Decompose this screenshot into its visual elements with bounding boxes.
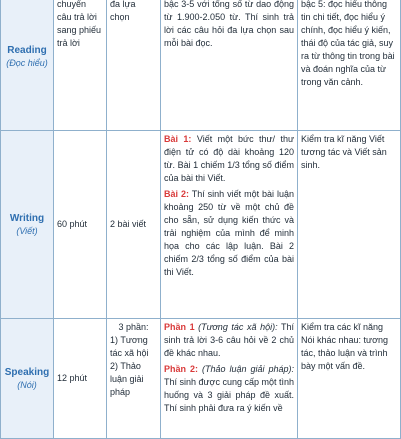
goal-cell: Kiểm tra các kĩ năng Nói khác nhau: tương tác, thảo luận và trình bày một vấn đề. <box>298 319 401 439</box>
part-hint: (Thảo luận giải pháp): <box>198 364 294 374</box>
part-1 <box>164 133 294 185</box>
skill-name: Reading <box>7 44 47 56</box>
count-heading: 3 phần: <box>118 322 149 332</box>
part-text: Thí sinh viết một bài luận khoảng 250 từ về một chủ đề cho sẵn, sử dụng kiến thức và trải nghiệm của mình để minh họa cho các lập luận. Bài 2 chiếm 2/3 tổng số điểm của bài thi Viết. <box>164 189 294 277</box>
count-cell <box>107 319 161 439</box>
skill-cell <box>1 131 54 319</box>
part-1 <box>164 321 294 360</box>
goal-cell: bậc 5: đọc hiểu thông tin chi tiết, đọc hiểu ý chính, đọc hiểu ý kiến, thái độ của tác giả, suy ra từ thông tin trong bài và đoán nghĩa của từ trong văn cảnh. <box>298 0 401 131</box>
count-cell: đa lựa chọn <box>107 0 161 131</box>
skill-cell <box>1 319 54 439</box>
time-cell: 12 phút <box>54 319 107 439</box>
time-cell: chuyển câu trả lời sang phiếu trả lời <box>54 0 107 131</box>
skill-name: Writing <box>9 212 45 224</box>
table-row-writing <box>1 131 401 319</box>
description-cell: bậc 3-5 với tổng số từ dao động từ 1.900-2.050 từ. Thí sinh trả lời các câu hỏi đa lựa chọn sau mỗi bài đọc. <box>161 0 298 131</box>
part-heading: Phần 1 <box>164 322 195 332</box>
description-cell <box>161 319 298 439</box>
part-text: Thí sinh trả lời 3-6 câu hỏi về 2 chủ đề khác nhau. <box>164 322 294 358</box>
goal-cell: Kiểm tra kĩ năng Viết tương tác và Viết sản sinh. <box>298 131 401 319</box>
part-hint: (Tương tác xã hội): <box>194 322 278 332</box>
part-heading: Phần 2: <box>164 364 198 374</box>
part-text: Viết một bức thư/ thư điện tử có độ dài khoảng 120 từ. Bài 1 chiếm 1/3 tổng số điểm của bài thi Viết. <box>164 134 294 183</box>
skill-translation: (Nói) <box>17 379 37 390</box>
part-heading: Bài 1: <box>164 134 192 144</box>
part-text: Thí sinh được cung cấp một tình huống và 3 giải pháp đề xuất. Thí sinh phải đưa ra ý kiến về <box>164 377 294 413</box>
count-item: 2) Thảo luận giải pháp <box>110 361 144 397</box>
table-row-speaking <box>1 319 401 439</box>
skill-name: Speaking <box>4 366 50 378</box>
time-cell: 60 phút <box>54 131 107 319</box>
part-heading: Bài 2: <box>164 189 189 199</box>
skill-translation: (Viết) <box>16 225 38 236</box>
count-item: 1) Tương tác xã hội <box>110 335 149 358</box>
part-2 <box>164 363 294 415</box>
table-row-reading <box>1 0 401 131</box>
part-2 <box>164 188 294 279</box>
skill-translation: (Đọc hiểu) <box>6 57 48 68</box>
description-cell <box>161 131 298 319</box>
skill-cell <box>1 0 54 131</box>
count-cell: 2 bài viết <box>107 131 161 319</box>
